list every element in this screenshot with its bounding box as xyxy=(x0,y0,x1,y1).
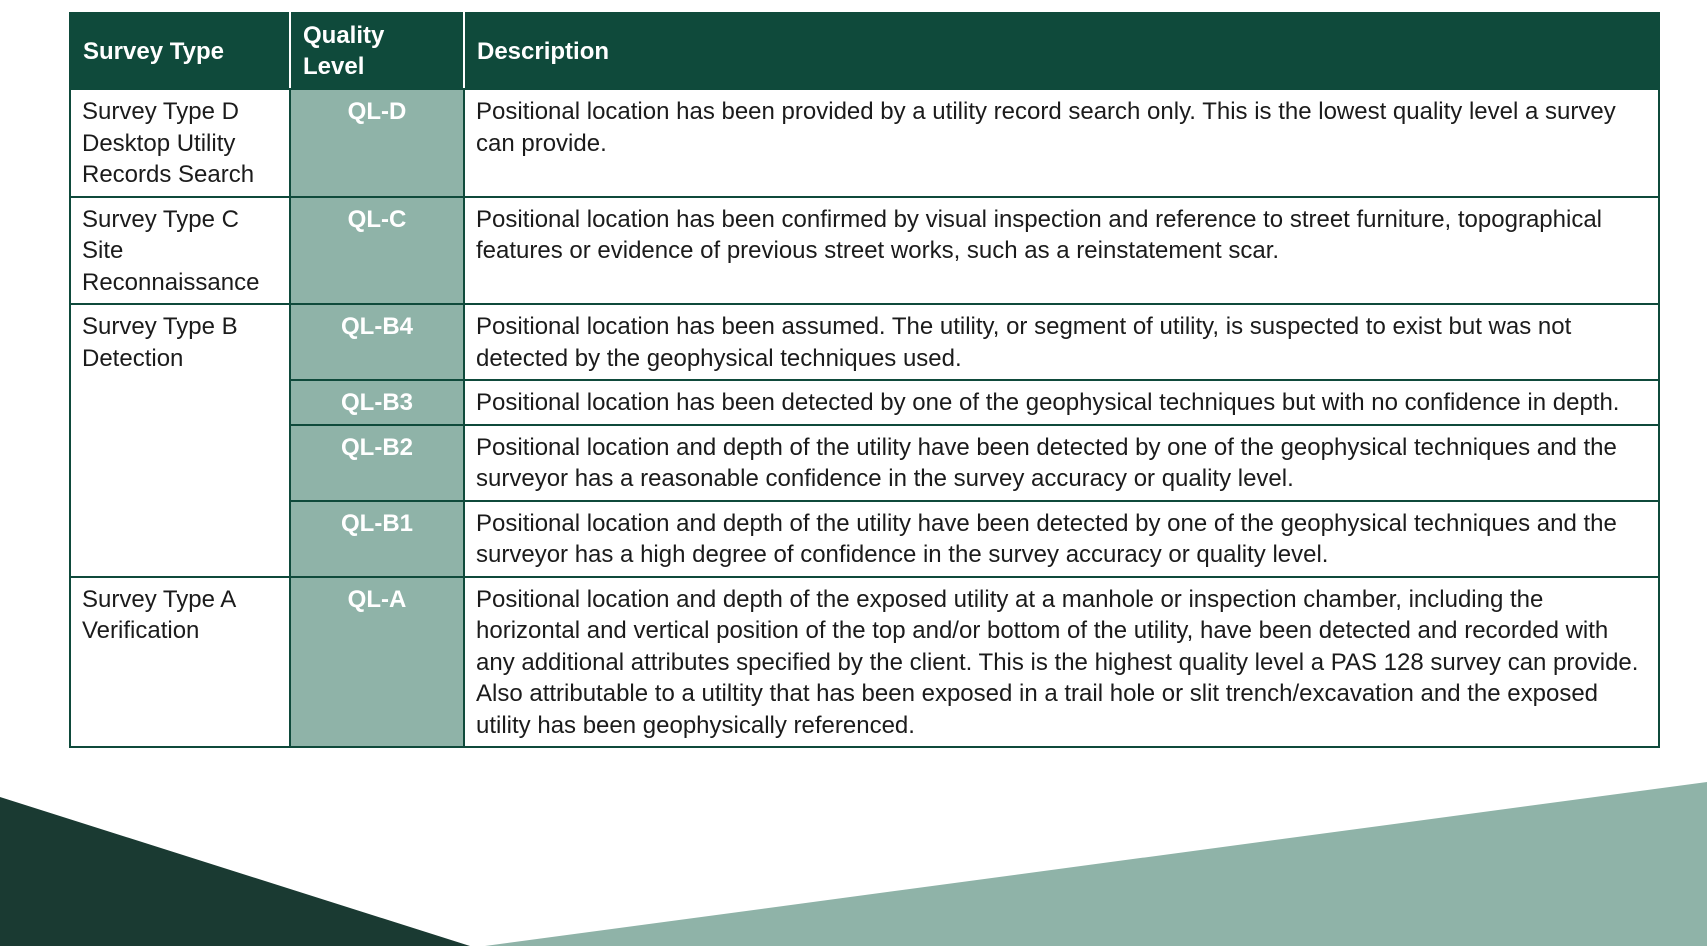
table-row xyxy=(70,425,1659,501)
description-cell: Positional location has been confirmed by visual inspection and reference to street furniture, topographical features or evidence of previous street works, such as a reinstatement scar. xyxy=(464,197,1659,305)
table-row xyxy=(70,380,1659,425)
quality-level-cell: QL-C xyxy=(290,197,464,305)
description-cell: Positional location has been detected by one of the geophysical techniques but with no confidence in depth. xyxy=(464,380,1659,425)
header-description: Description xyxy=(464,13,1659,89)
survey-type-cell: Survey Type C Site Reconnaissance xyxy=(70,197,290,305)
quality-level-cell: QL-A xyxy=(290,577,464,748)
table-row xyxy=(70,197,1659,305)
decor-light-wedge xyxy=(485,782,1707,946)
quality-level-cell: QL-B2 xyxy=(290,425,464,501)
description-cell: Positional location and depth of the exposed utility at a manhole or inspection chamber, including the horizontal and vertical position of the top and/or bottom of the utility, have been detected and recorded with any additional attributes specified by the client. This is the highest quality level a PAS 128 survey can provide. Also attributable to a utiltity that has been exposed in a trail hole or slit trench/excavation and the exposed utility has been geophysically referenced. xyxy=(464,577,1659,748)
survey-type-cell: Survey Type A Verification xyxy=(70,577,290,748)
header-survey-type: Survey Type xyxy=(70,13,290,89)
description-cell: Positional location and depth of the utility have been detected by one of the geophysical techniques and the surveyor has a high degree of confidence in the survey accuracy or quality level. xyxy=(464,501,1659,577)
quality-level-cell: QL-D xyxy=(290,89,464,197)
quality-level-cell: QL-B1 xyxy=(290,501,464,577)
quality-level-cell: QL-B4 xyxy=(290,304,464,380)
description-cell: Positional location has been provided by a utility record search only. This is the lowest quality level a survey can provide. xyxy=(464,89,1659,197)
survey-type-cell: Survey Type D Desktop Utility Records Search xyxy=(70,89,290,197)
table-row xyxy=(70,501,1659,577)
table-row xyxy=(70,89,1659,197)
table-row xyxy=(70,304,1659,380)
description-cell: Positional location and depth of the utility have been detected by one of the geophysical techniques and the surveyor has a reasonable confidence in the survey accuracy or quality level. xyxy=(464,425,1659,501)
description-cell: Positional location has been assumed. The utility, or segment of utility, is suspected to exist but was not detected by the geophysical techniques used. xyxy=(464,304,1659,380)
decor-dark-wedge xyxy=(0,797,470,946)
quality-level-cell: QL-B3 xyxy=(290,380,464,425)
header-row xyxy=(70,13,1659,89)
header-quality-level: Quality Level xyxy=(290,13,464,89)
table-row xyxy=(70,577,1659,748)
survey-type-cell: Survey Type B Detection xyxy=(70,304,290,577)
survey-quality-table xyxy=(69,12,1660,748)
